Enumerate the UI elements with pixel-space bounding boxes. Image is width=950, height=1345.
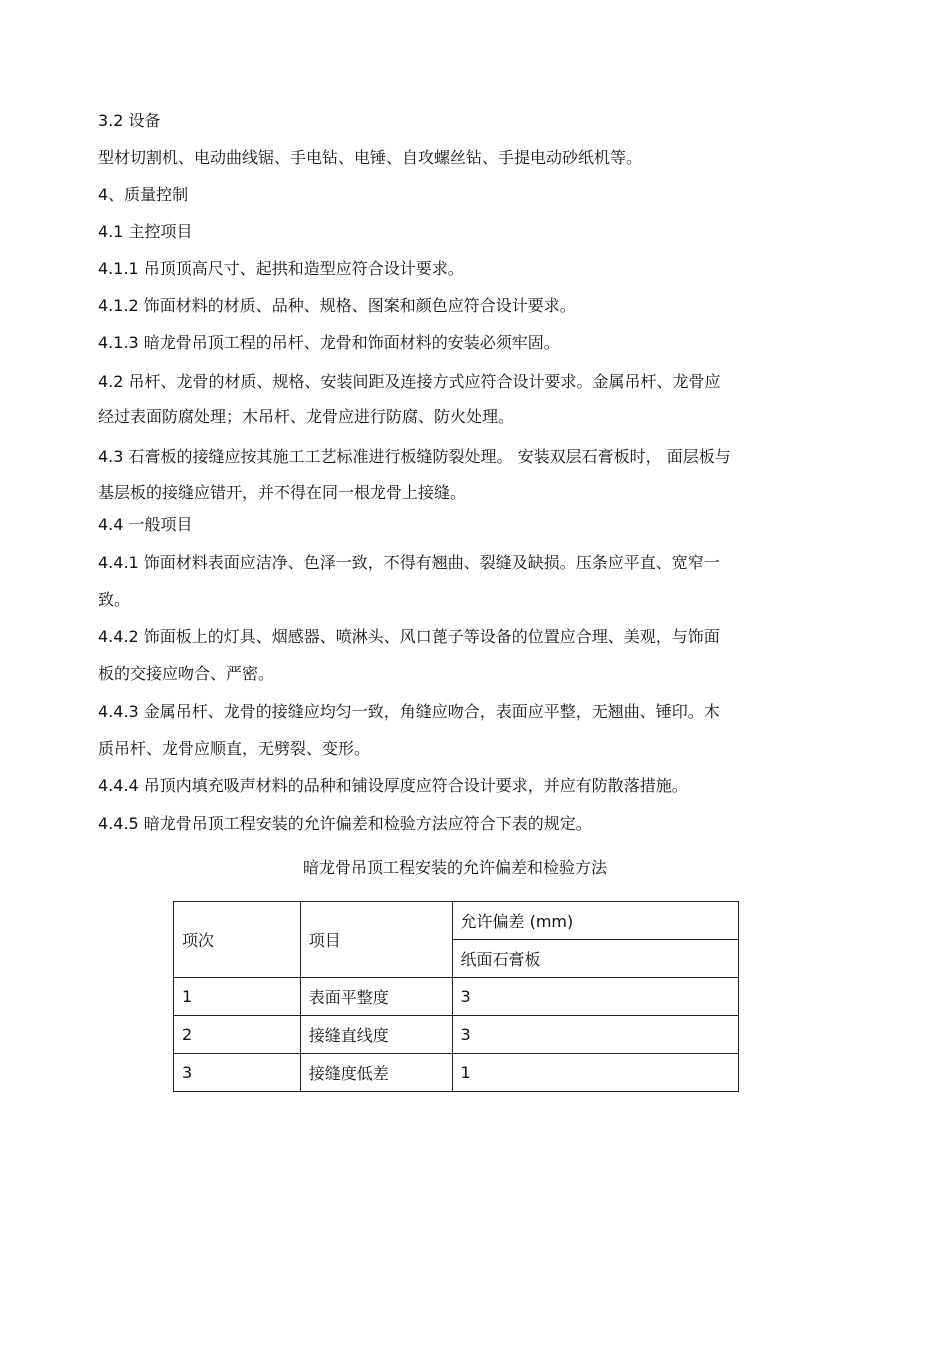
row-index: 3 [174,1054,301,1092]
clause-4-4-2-line2: 板的交接应吻合、严密。 [98,664,275,683]
tolerance-table [173,901,739,1092]
header-item: 项目 [300,902,452,978]
clause-4-2-line1: 4.2 吊杆、龙骨的材质、规格、安装间距及连接方式应符合设计要求。金属吊杆、龙骨应 [98,372,721,391]
equipment-list: 型材切割机、电动曲线锯、手电钻、电锤、自攻螺丝钻、手提电动砂纸机等。 [98,148,643,167]
row-item: 接缝直线度 [300,1016,452,1054]
section-heading-4-4: 4.4 一般项目 [98,515,193,534]
row-tolerance: 3 [452,978,738,1016]
clause-4-4-3-line2: 质吊杆、龙骨应顺直，无劈裂、变形。 [98,739,371,758]
header-tolerance: 允许偏差 (mm) [452,902,738,940]
clause-4-1-2: 4.1.2 饰面材料的材质、品种、规格、图案和颜色应符合设计要求。 [98,296,576,315]
section-heading-4-1: 4.1 主控项目 [98,222,193,241]
table-row [174,1054,739,1092]
table-header-row [174,902,739,940]
clause-4-4-1-line2: 致。 [98,590,131,609]
clause-4-1-3: 4.1.3 暗龙骨吊顶工程的吊杆、龙骨和饰面材料的安装必须牢固。 [98,333,560,352]
clause-4-4-3-line1: 4.4.3 金属吊杆、龙骨的接缝应均匀一致，角缝应吻合，表面应平整，无翘曲、锤印。木 [98,702,720,721]
row-index: 1 [174,978,301,1016]
row-item: 接缝度低差 [300,1054,452,1092]
header-item-no: 项次 [174,902,301,978]
clause-4-4-4: 4.4.4 吊顶内填充吸声材料的品种和铺设厚度应符合设计要求，并应有防散落措施。 [98,776,688,795]
clause-4-3-line1: 4.3 石膏板的接缝应按其施工工艺标准进行板缝防裂处理。 安装双层石膏板时， 面层板与 [98,447,731,466]
section-heading-3-2: 3.2 设备 [98,111,161,130]
row-tolerance: 3 [452,1016,738,1054]
clause-4-4-1-line1: 4.4.1 饰面材料表面应洁净、色泽一致，不得有翘曲、裂缝及缺损。压条应平直、宽窄一 [98,553,720,572]
table-row [174,978,739,1016]
row-tolerance: 1 [452,1054,738,1092]
clause-4-1-1: 4.1.1 吊顶顶高尺寸、起拱和造型应符合设计要求。 [98,259,464,278]
section-heading-4: 4、质量控制 [98,185,189,204]
clause-4-4-2-line1: 4.4.2 饰面板上的灯具、烟感器、喷淋头、风口蓖子等设备的位置应合理、美观，与饰面 [98,627,720,646]
row-item: 表面平整度 [300,978,452,1016]
header-gypsum-board: 纸面石膏板 [452,940,738,978]
row-index: 2 [174,1016,301,1054]
clause-4-2-line2: 经过表面防腐处理；木吊杆、龙骨应进行防腐、防火处理。 [98,407,515,426]
clause-4-4-5: 4.4.5 暗龙骨吊顶工程安装的允许偏差和检验方法应符合下表的规定。 [98,814,592,833]
clause-4-3-line2: 基层板的接缝应错开，并不得在同一根龙骨上接缝。 [98,483,467,502]
table-caption: 暗龙骨吊顶工程安装的允许偏差和检验方法 [302,858,607,877]
table-row [174,1016,739,1054]
